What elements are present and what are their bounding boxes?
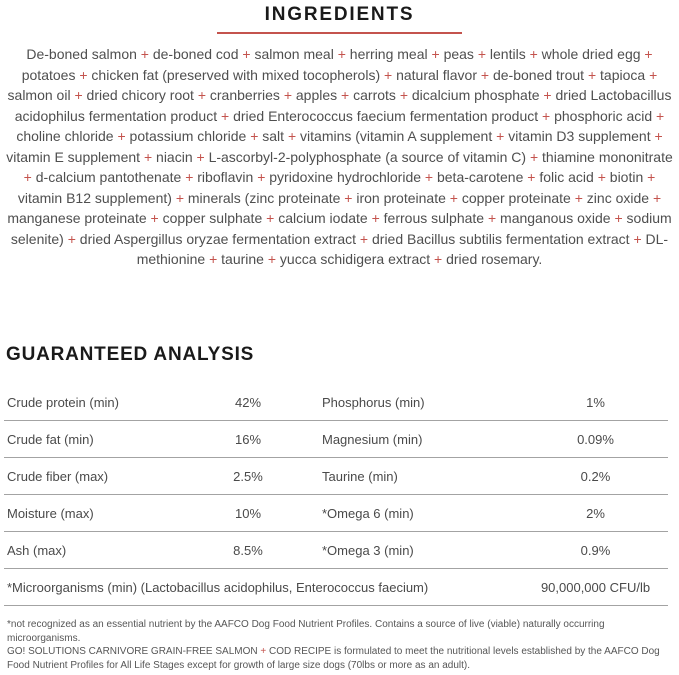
plus-separator: + [574,189,583,206]
plus-separator: + [431,46,440,62]
plus-separator: + [449,189,458,206]
nutrient-label: Phosphorus (min) [322,394,425,410]
plus-separator: + [260,646,267,657]
plus-separator: + [633,230,642,247]
nutrient-label: Crude fat (min) [7,431,94,447]
plus-separator: + [477,46,487,62]
plus-separator: + [337,46,346,62]
plus-separator: + [399,87,408,103]
plus-separator: + [197,87,206,103]
title-underline-rule [217,32,462,34]
plus-separator: + [597,169,606,185]
plus-separator: + [652,189,662,206]
nutrient-label: Taurine (min) [322,468,398,484]
nutrient-label: *Omega 3 (min) [322,542,414,558]
plus-separator: + [185,169,194,185]
asterisk-footnote: *not recognized as an essential nutrient by the AAFCO Dog Food Nutrient Profiles. Contains a source of live (viable) naturally occurring microorganisms. [7,619,605,644]
table-row [4,532,668,569]
plus-separator: + [371,210,380,226]
nutrient-value: 16% [234,431,262,447]
plus-separator: + [529,148,539,165]
plus-separator: + [67,230,76,247]
plus-separator: + [79,66,88,83]
plus-separator: + [341,87,350,103]
ingredients-paragraph: De-boned salmon + de-boned cod + salmon meal + herring meal + peas + lentils + whole dried egg + potatoes + chicken fat (preserved with mixed tocopherols) + natural flavor + de-boned trout + tapioca + salmon oil + dried chicory root + cranberries + apples + carrots + dicalcium phosphate + dried Lactobacillus acidophilus fermentation product + dried Enterococcus faecium fermentation product + phosphoric acid + choline chloride + potassium chloride + salt + vitamins (vitamin A supplement + vitamin D3 supplement + vitamin E supplement + niacin + L-ascorbyl-2-polyphosphate (a source of vitamin C) + thiamine mononitrate + d-calcium pantothenate + riboflavin + pyridoxine hydrochloride + beta-carotene + folic acid + biotin + vitamin B12 supplement) + minerals (zinc proteinate + iron proteinate + copper proteinate + zinc oxide + manganese proteinate + copper sulphate + calcium iodate + ferrous sulphate + manganous oxide + sodium selenite) + dried Aspergillus oryzae fermentation extract + dried Bacillus subtilis fermentation extract + DL-methionine + taurine + yucca schidigera extract + dried rosemary. [6,46,673,267]
nutrient-value: 42% [234,394,262,410]
nutrient-value: 90,000,000 CFU/lb [540,579,651,595]
nutrient-value: 0.09% [577,431,614,447]
ingredients-header [0,0,679,34]
plus-separator: + [529,46,538,62]
plus-separator: + [23,169,32,185]
plus-separator: + [267,251,277,267]
plus-separator: + [647,169,656,185]
plus-separator: + [175,189,184,206]
plus-separator: + [221,107,230,124]
table-row [4,495,668,532]
plus-separator: + [487,210,497,226]
guaranteed-analysis-table [4,384,668,606]
plus-separator: + [242,46,251,62]
plus-separator: + [656,107,665,124]
nutrient-value: 1% [586,394,605,410]
table-row [4,458,668,495]
nutrient-label: Moisture (max) [7,505,94,521]
plus-separator: + [614,210,623,226]
plus-separator: + [424,169,434,185]
plus-separator: + [283,87,292,103]
plus-separator: + [150,210,159,226]
nutrient-value: 0.9% [580,542,611,558]
table-row [4,384,668,421]
plus-separator: + [344,189,353,206]
plus-separator: + [480,66,490,83]
nutrient-label: Crude protein (min) [7,394,119,410]
nutrient-label: *Microorganisms (min) (Lactobacillus acidophilus, Enterococcus faecium) [7,579,429,595]
plus-separator: + [644,46,653,62]
formulation-footnote: GO! SOLUTIONS CARNIVORE GRAIN-FREE SALMON + COD RECIPE is formulated to meet the nutritional levels established by the AAFCO Dog Food Nutrient Profiles for All Life Stages except for growth of large size dogs (70lbs or more as an adult). [7,646,660,671]
plus-separator: + [434,251,443,267]
plus-separator: + [250,128,259,144]
plus-separator: + [196,148,205,165]
plus-separator: + [140,46,149,62]
plus-separator: + [527,169,536,185]
guaranteed-analysis-title: GUARANTEED ANALYSIS [6,344,255,365]
nutrient-label: Crude fiber (max) [7,468,109,484]
plus-separator: + [587,66,597,83]
plus-separator: + [649,66,658,83]
nutrient-label: Magnesium (min) [322,431,423,447]
table-row [4,421,668,458]
nutrient-value: 2.5% [233,468,263,484]
plus-separator: + [74,87,83,103]
plus-separator: + [257,169,266,185]
nutrient-value: 0.2% [580,468,611,484]
table-row-microorganisms [4,569,668,606]
plus-separator: + [542,107,551,124]
plus-separator: + [143,148,153,165]
nutrient-label: Ash (max) [7,542,67,558]
plus-separator: + [654,128,663,144]
plus-separator: + [543,87,552,103]
nutrient-value: 10% [234,505,262,521]
nutrient-value: 8.5% [233,542,263,558]
plus-separator: + [359,230,369,247]
plus-separator: + [496,128,505,144]
plus-separator: + [384,66,393,83]
plus-separator: + [287,128,297,144]
ingredients-title: INGREDIENTS [264,4,415,25]
plus-separator: + [209,251,218,267]
plus-separator: + [266,210,275,226]
nutrient-value: 2% [586,505,605,521]
plus-separator: + [117,128,126,144]
nutrient-label: *Omega 6 (min) [322,505,414,521]
